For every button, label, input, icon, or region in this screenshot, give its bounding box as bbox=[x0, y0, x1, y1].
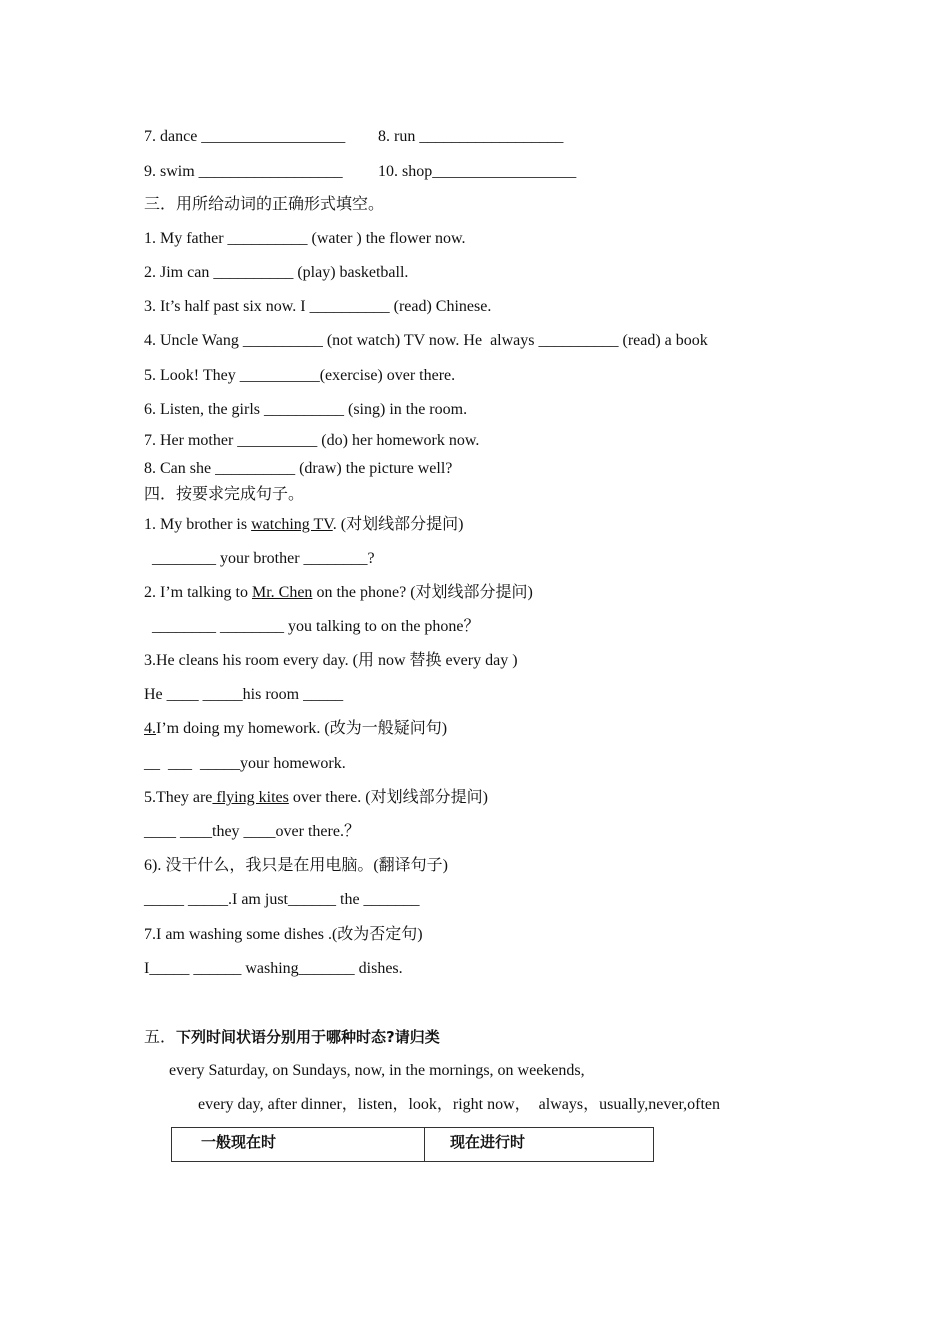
sec4-answer-4: __ ___ _____your homework. bbox=[144, 755, 346, 772]
sec3-item-5: 5. Look! They __________(exercise) over there. bbox=[144, 367, 456, 384]
sec4-question-3: 3.He cleans his room every day. (用 now 替换 every day ) bbox=[144, 652, 518, 669]
sec3-item-1: 1. My father __________ (water ) the flower now. bbox=[144, 230, 466, 247]
sec4-question-4 bbox=[144, 719, 447, 739]
sec5-heading bbox=[144, 1027, 440, 1047]
sec2-item-10: 10. shop__________________ bbox=[378, 163, 577, 180]
sec3-item-7: 7. Her mother __________ (do) her homework now. bbox=[144, 432, 480, 449]
q4-underlined: 4. bbox=[144, 720, 156, 737]
sec4-answer-6: _____ _____.I am just______ the _______ bbox=[144, 891, 420, 908]
sec4-answer-7: I_____ ______ washing_______ dishes. bbox=[144, 960, 403, 977]
sec3-item-6: 6. Listen, the girls __________ (sing) in the room. bbox=[144, 401, 468, 418]
sec2-item-7: 7. dance __________________ bbox=[144, 128, 346, 145]
sec4-answer-2: ________ ________ you talking to on the phone？ bbox=[152, 618, 480, 635]
q1-pre: 1. My brother is bbox=[144, 516, 252, 533]
q1-post: . (对划线部分提问) bbox=[332, 516, 464, 533]
sec4-question-1 bbox=[144, 515, 463, 535]
sec3-item-2: 2. Jim can __________ (play) basketball. bbox=[144, 264, 409, 281]
sec5-heading-text: 下列时间状语分别用于哪种时态?请归类 bbox=[176, 1028, 440, 1046]
sec4-answer-1: ________ your brother ________? bbox=[152, 550, 375, 567]
sec3-item-8: 8. Can she __________ (draw) the picture well? bbox=[144, 460, 453, 477]
q2-underlined: Mr. Chen bbox=[251, 584, 313, 601]
q5-post: over there. (对划线部分提问) bbox=[288, 789, 488, 806]
sec5-word-list-1: every Saturday, on Sundays, now, in the mornings, on weekends, bbox=[169, 1062, 585, 1079]
sec4-question-5 bbox=[144, 788, 488, 808]
sec3-item-3: 3. It’s half past six now. I __________ (read) Chinese. bbox=[144, 298, 492, 315]
q2-pre: 2. I’m talking to bbox=[144, 584, 252, 601]
sec4-answer-5: ____ ____they ____over there.？ bbox=[144, 823, 360, 840]
q5-pre: 5.They are bbox=[144, 789, 213, 806]
sec5-heading-num: 五． bbox=[144, 1029, 177, 1046]
sec2-item-8: 8. run __________________ bbox=[378, 128, 564, 145]
sec4-question-2 bbox=[144, 583, 533, 603]
sec2-item-9: 9. swim __________________ bbox=[144, 163, 343, 180]
q2-post: on the phone? (对划线部分提问) bbox=[312, 584, 533, 601]
sec4-answer-3: He ____ _____his room _____ bbox=[144, 686, 344, 703]
q1-underlined: watching TV bbox=[251, 516, 333, 533]
sec3-heading: 三．用所给动词的正确形式填空。 bbox=[144, 196, 385, 213]
sec4-question-7: 7.I am washing some dishes .(改为否定句) bbox=[144, 926, 423, 943]
table-row bbox=[172, 1128, 654, 1162]
q5-underlined: flying kites bbox=[212, 789, 289, 806]
sec4-heading: 四．按要求完成句子。 bbox=[144, 486, 305, 503]
sec4-question-6: 6). 没干什么，我只是在用电脑。(翻译句子) bbox=[144, 857, 448, 874]
column-simple-present: 一般现在时 bbox=[172, 1128, 425, 1162]
tense-classification-table bbox=[171, 1127, 654, 1162]
column-present-continuous: 现在进行时 bbox=[425, 1128, 654, 1162]
q4-post: I’m doing my homework. (改为一般疑问句) bbox=[156, 720, 448, 737]
sec3-item-4: 4. Uncle Wang __________ (not watch) TV now. He always __________ (read) a book bbox=[144, 332, 708, 349]
sec5-word-list-2: every day, after dinner，listen，look，right now， always，usually,never,often bbox=[198, 1096, 721, 1113]
